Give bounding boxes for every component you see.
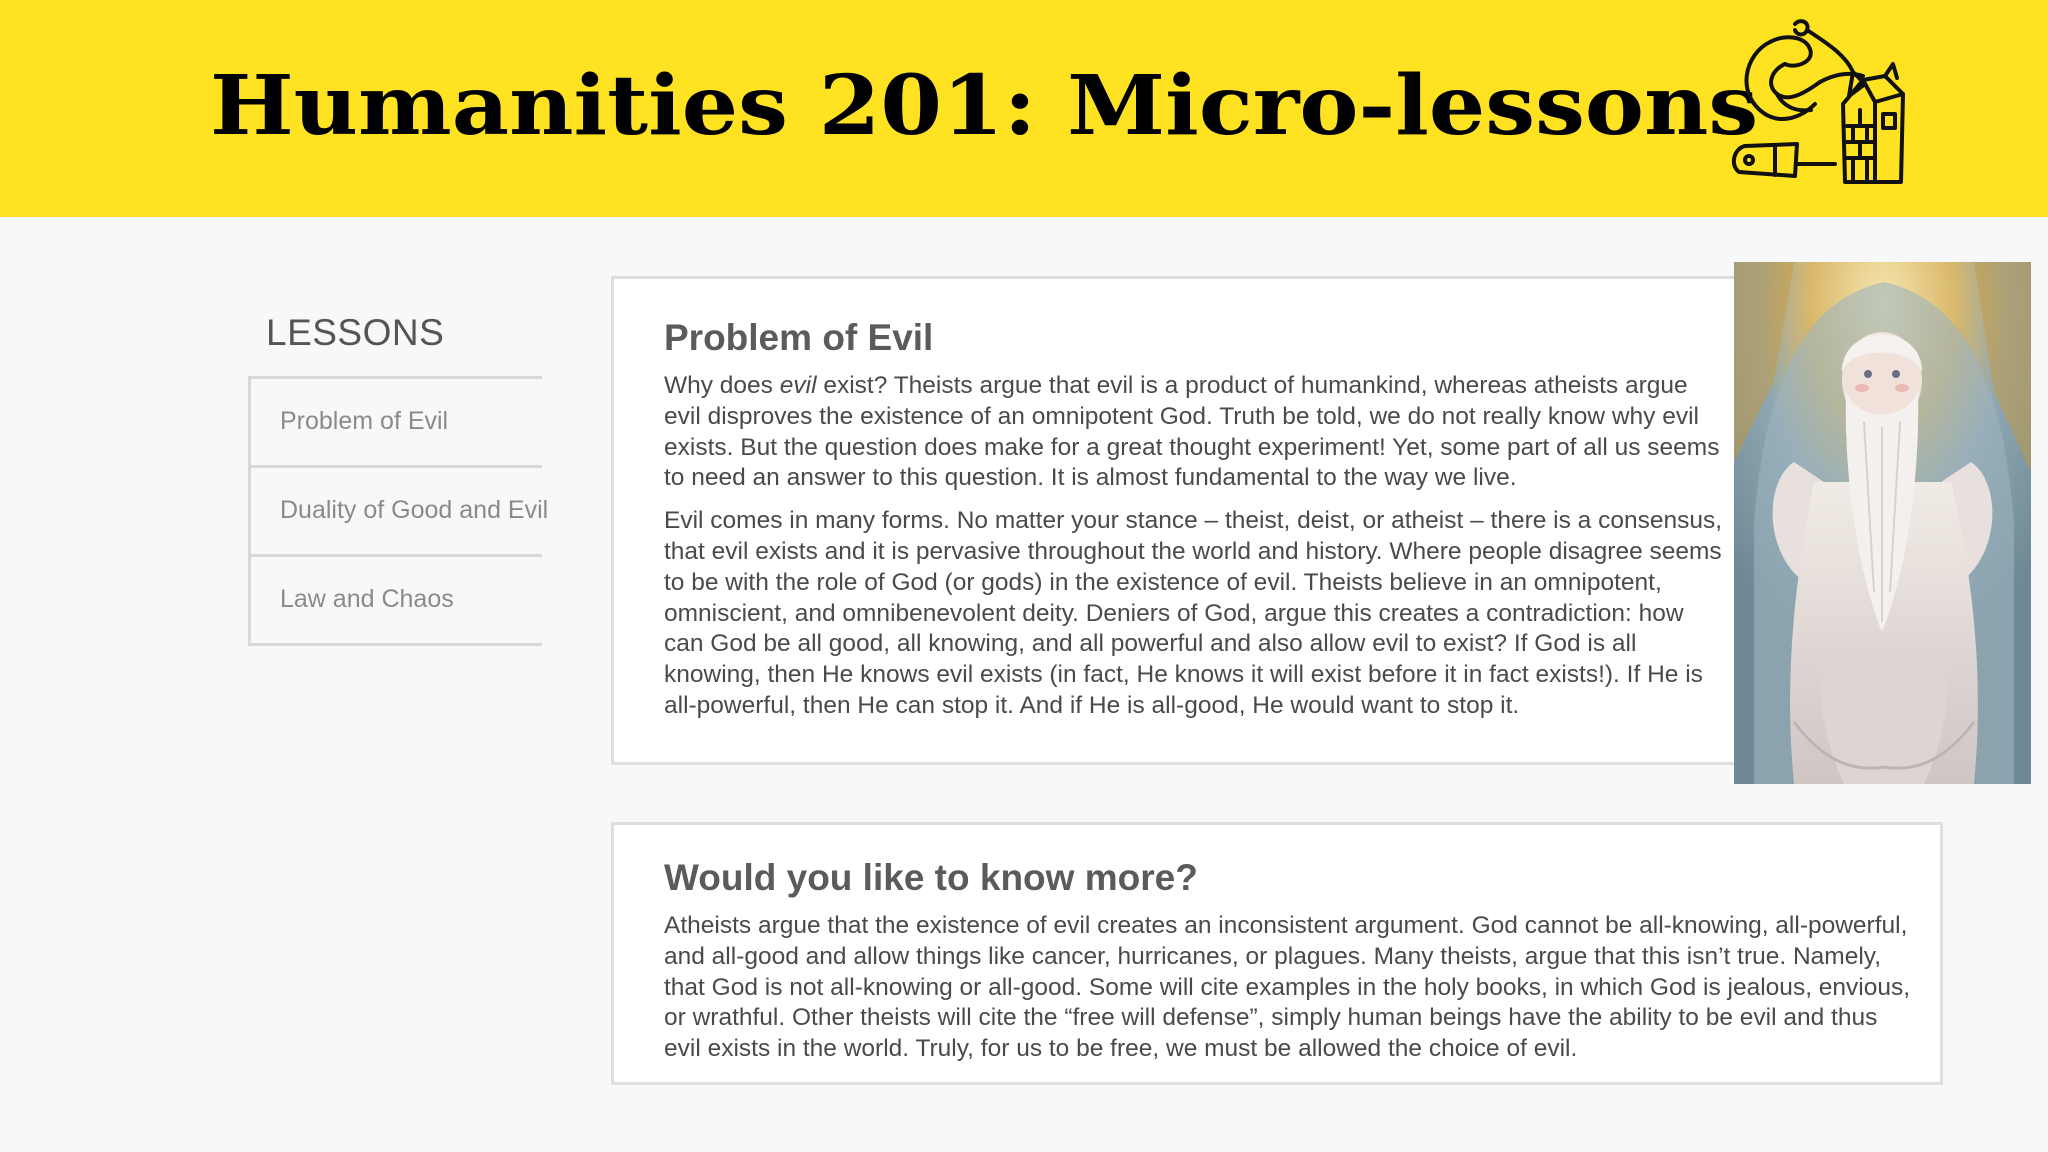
- more-paragraph: Atheists argue that the existence of evil creates an inconsistent argument. God cannot be all-knowing, all-powerful, and all-good and allow things like cancer, hurricanes, or plagues. Many theists, argue that this isn’t true. Namely, that God is not all-knowing or all-good. Some will cite examples in the holy books, in which God is jealous, envious, or wrathful. Other theists will cite the “free will defense”, simply human beings have the ability to be evil and thus evil exists in the world. Truly, for us to be free, we must be allowed the choice of evil.: [664, 912, 1911, 1063]
- sidebar-item-label: Law and Chaos: [280, 585, 454, 613]
- lesson-paragraph-1: [664, 371, 1724, 494]
- p1-emphasis: evil: [779, 372, 817, 399]
- lesson-title: Problem of Evil: [664, 317, 934, 358]
- lesson-paragraph-2: Evil comes in many forms. No matter your stance – theist, deist, or atheist – there is a consensus, that evil exists and it is pervasive throughout the world and history. Where people disagree seems to be with the role of God (or gods) in the existence of evil. Theists believe in an omnipotent, omniscient, and omnibenevolent deity. Deniers of God, argue this creates a contradiction: how can God be all good, all knowing, and all powerful and also allow evil to exist? If God is all knowing, then He knows evil exists (in fact, He knows it will exist before it in fact exists!). If He is all-powerful, then He can stop it. And if He is all-good, He would want to stop it.: [664, 507, 1723, 719]
- header-banner: [0, 0, 2048, 217]
- more-info-card: [611, 822, 1943, 1085]
- hand-and-house-sketch-icon: [1725, 14, 1907, 192]
- sidebar-item-duality-of-good-and-evil[interactable]: [248, 465, 549, 554]
- p1-lead: Why does: [664, 372, 780, 399]
- p1-rest: exist? Theists argue that evil is a product of humankind, whereas atheists argue evil disproves the existence of an omnipotent God. Truth be told, we do not really know why evil exists. But the question does make for a great thought experiment! Yet, some part of all us seems to need an answer to this question. It is almost fundamental to the way we live.: [664, 372, 1720, 492]
- sidebar-item-law-and-chaos[interactable]: [248, 554, 542, 646]
- more-body: [664, 911, 1914, 1065]
- painting-image: [1734, 262, 2031, 784]
- more-title: Would you like to know more?: [664, 857, 1198, 898]
- lesson-card: [611, 276, 1739, 765]
- sidebar-item-problem-of-evil[interactable]: [248, 376, 542, 465]
- sidebar-item-label: Problem of Evil: [280, 407, 449, 435]
- page-title: Humanities 201: Micro-lessons: [210, 58, 1759, 154]
- sidebar-item-label: Duality of Good and Evil: [280, 496, 549, 524]
- lesson-nav: [248, 376, 549, 646]
- lessons-heading: LESSONS: [266, 312, 445, 353]
- lesson-body: [664, 371, 1724, 722]
